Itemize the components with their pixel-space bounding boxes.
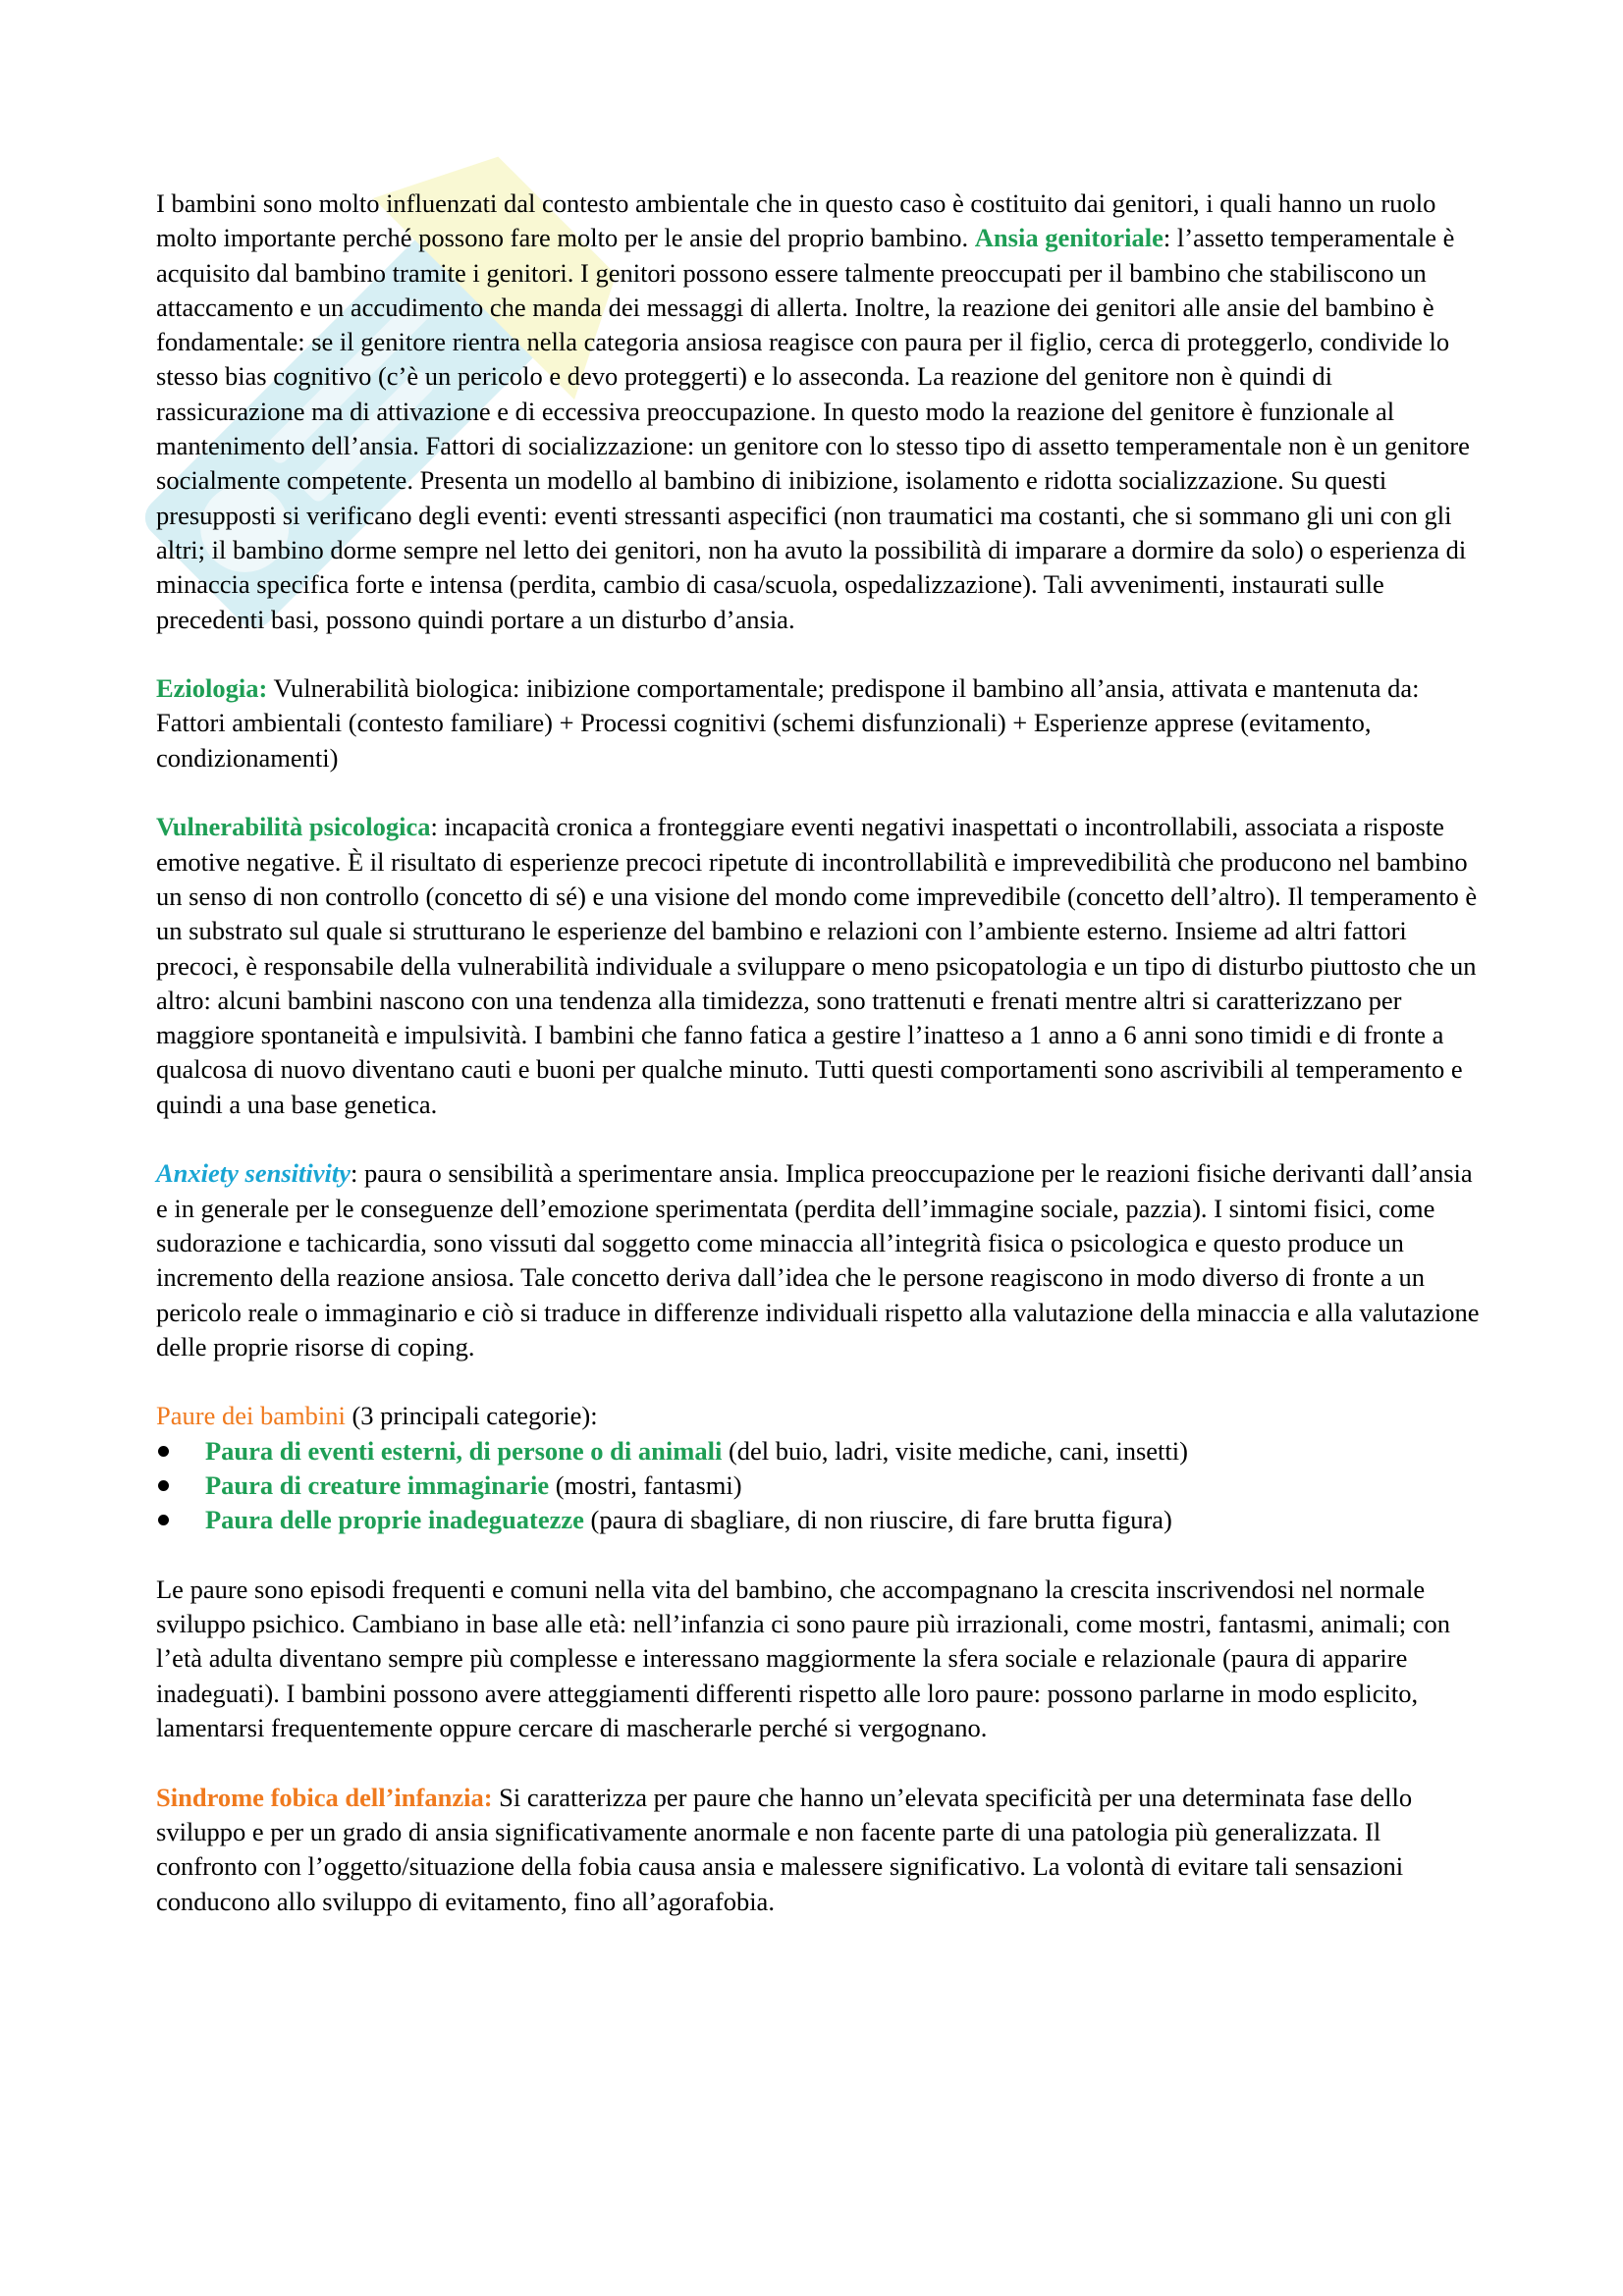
heading-sindrome-fobica: Sindrome fobica dell’infanzia:	[156, 1782, 493, 1812]
p6-text: Le paure sono episodi frequenti e comuni nella vita del bambino, che accompagnano la crescita inscrivendosi nel normale sviluppo psichico. Cambiano in base alle età: nell’infanzia ci sono paure più irrazionali, come mostri, fantasmi, animali; con l’età adulta diventano sempre più complesse e interessano maggiormente la sfera sociale e relazionale (paura di apparire inadeguati). I bambini possono avere atteggiamenti differenti rispetto alle loro paure: possono parlarne in modo esplicito, lamentarsi frequentemente oppure cercare di mascherarle perché si vergognano.	[156, 1574, 1450, 1743]
paragraph-vulnerabilita-psicologica	[156, 810, 1484, 1122]
paragraph-ansia-genitoriale	[156, 187, 1484, 637]
paragraph-sindrome-fobica	[156, 1781, 1484, 1919]
heading-ansia-genitoriale: Ansia genitoriale	[974, 223, 1163, 253]
list-item-text: (mostri, fantasmi)	[549, 1469, 742, 1500]
list-item-text: (del buio, ladri, visite mediche, cani, insetti)	[722, 1435, 1188, 1466]
list-item	[156, 1468, 1484, 1503]
heading-eziologia: Eziologia:	[156, 673, 268, 704]
paragraph-eziologia	[156, 671, 1484, 775]
heading-paure-dei-bambini: Paure dei bambini	[156, 1401, 346, 1431]
list-item	[156, 1434, 1484, 1468]
p1-text-1: I bambini sono molto influenzati dal contesto ambientale che in questo caso è costituito dai genitori, i quali hanno un ruolo molto importante perché possono fare molto per le ansie del proprio bambino.	[156, 188, 1436, 253]
p2-text: Vulnerabilità biologica: inibizione comportamentale; predispone il bambino all’ansia, attivata e mantenuta da: Fattori ambientali (contesto familiare) + Processi cognitivi (schemi disfunzionali) + Esperienze apprese (evitamento, condizionamenti)	[156, 673, 1420, 773]
list-item-heading: Paura di creature immaginarie	[205, 1469, 550, 1500]
document-page	[156, 187, 1484, 1953]
heading-vulnerabilita-psicologica: Vulnerabilità psicologica	[156, 812, 431, 842]
paragraph-paure-frequenti	[156, 1573, 1484, 1745]
fear-categories-list	[156, 1434, 1484, 1538]
p5-text: (3 principali categorie):	[345, 1401, 598, 1431]
paragraph-paure-dei-bambini	[156, 1399, 1484, 1433]
list-item	[156, 1503, 1484, 1537]
list-item-heading: Paura di eventi esterni, di persone o di animali	[205, 1435, 723, 1466]
list-item-heading: Paura delle proprie inadeguatezze	[205, 1505, 584, 1535]
paragraph-anxiety-sensitivity	[156, 1156, 1484, 1364]
heading-anxiety-sensitivity: Anxiety sensitivity	[156, 1158, 351, 1189]
p1-text-2: : l’assetto temperamentale è acquisito dal bambino tramite i genitori. I genitori possono essere talmente preoccupati per il bambino che stabiliscono un attaccamento e un accudimento che manda dei messaggi di allerta. Inoltre, la reazione dei genitori alle ansie del bambino è fondamentale: se il genitore rientra nella categoria ansiosa reagisce con paura per il figlio, cerca di proteggerlo, condivide lo stesso bias cognitivo (c’è un pericolo e devo proteggerti) e lo asseconda. La reazione del genitore non è quindi di rassicurazione ma di attivazione e di eccessiva preoccupazione. In questo modo la reazione del genitore è funzionale al mantenimento dell’ansia. Fattori di socializzazione: un genitore con lo stesso tipo di assetto temperamentale non è un genitore socialmente competente. Presenta un modello al bambino di inibizione, isolamento e ridotta socializzazione. Su questi presupposti si verificano degli eventi: eventi stressanti aspecifici (non traumatici ma costanti, che si sommano gli uni con gli altri; il bambino dorme sempre nel letto dei genitori, non ha avuto la possibilità di imparare a dormire da solo) o esperienza di minaccia specifica forte e intensa (perdita, cambio di casa/scuola, ospedalizzazione). Tali avvenimenti, instaurati sulle precedenti basi, possono quindi portare a un disturbo d’ansia.	[156, 223, 1470, 634]
list-item-text: (paura di sbagliare, di non riuscire, di fare brutta figura)	[583, 1505, 1172, 1535]
p4-text: : paura o sensibilità a sperimentare ansia. Implica preoccupazione per le reazioni fisiche derivanti dall’ansia e in generale per le conseguenze dell’emozione sperimentata (perdita dell’immagine sociale, pazzia). I sintomi fisici, come sudorazione e tachicardia, sono vissuti dal soggetto come minaccia all’integrità fisica o psicologica e questo produce un incremento della reazione ansiosa. Tale concetto deriva dall’idea che le persone reagiscono in modo diverso di fronte a un pericolo reale o immaginario e ciò si traduce in differenze individuali rispetto alla valutazione della minaccia e alla valutazione delle proprie risorse di coping.	[156, 1158, 1480, 1362]
p7-text: Si caratterizza per paure che hanno un’elevata specificità per una determinata fase dello sviluppo e per un grado di ansia significativamente anormale e non facente parte di una patologia più generalizzata. Il confronto con l’oggetto/situazione della fobia causa ansia e malessere significativo. La volontà di evitare tali sensazioni conducono allo sviluppo di evitamento, fino all’agorafobia.	[156, 1782, 1413, 1916]
p3-text: : incapacità cronica a fronteggiare eventi negativi inaspettati o incontrollabili, associata a risposte emotive negative. È il risultato di esperienze precoci ripetute di incontrollabilità e imprevedibilità che producono nel bambino un senso di non controllo (concetto di sé) e una visione del mondo come imprevedibile (concetto dell’altro). Il temperamento è un substrato sul quale si strutturano le esperienze del bambino e relazioni con l’ambiente esterno. Insieme ad altri fattori precoci, è responsabile della vulnerabilità individuale a sviluppare o meno psicopatologia e un tipo di disturbo piuttosto che un altro: alcuni bambini nascono con una tendenza alla timidezza, sono trattenuti e frenati mentre altri si caratterizzano per maggiore spontaneità e impulsività. I bambini che fanno fatica a gestire l’inatteso a 1 anno a 6 anni sono timidi e di fronte a qualcosa di nuovo diventano cauti e buoni per qualche minuto. Tutti questi comportamenti sono ascrivibili al temperamento e quindi a una base genetica.	[156, 812, 1478, 1119]
